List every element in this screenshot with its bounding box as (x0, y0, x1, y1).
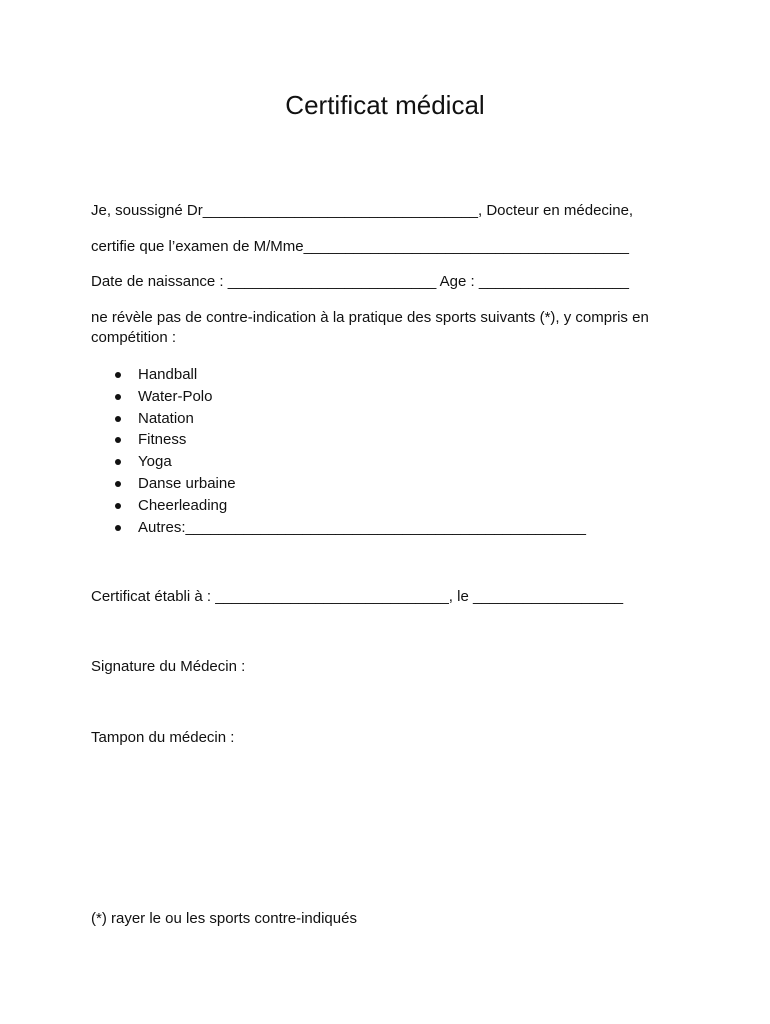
sport-label: Yoga (138, 453, 172, 471)
sport-label: Natation (138, 409, 194, 427)
signature-label: Signature du Médecin : (91, 658, 246, 675)
patient-line: certifie que l’examen de M/Mme_______________________________________ (91, 238, 629, 255)
contraindication-paragraph: ne révèle pas de contre-indication à la pratique des sports suivants (*), y compris en compétition : (91, 309, 649, 346)
document-title: Certificat médical (285, 90, 485, 120)
bullet-icon (115, 394, 121, 400)
bullet-icon (115, 459, 121, 465)
bullet-icon (115, 416, 121, 422)
bullet-icon (115, 525, 121, 531)
list-item (113, 429, 586, 451)
list-item (113, 408, 586, 430)
sports-list (113, 364, 586, 538)
list-item (113, 364, 586, 386)
list-item (113, 473, 586, 495)
footnote: (*) rayer le ou les sports contre-indiqués (91, 910, 357, 927)
list-item (113, 517, 586, 539)
sport-label: Fitness (138, 431, 187, 449)
sport-label: Cheerleading (138, 496, 228, 514)
doctor-line: Je, soussigné Dr_________________________________, Docteur en médecine, (91, 202, 634, 219)
sport-label: Handball (138, 366, 198, 383)
list-item (113, 495, 586, 517)
bullet-icon (115, 372, 121, 378)
list-item (113, 451, 586, 473)
bullet-icon (115, 503, 121, 509)
stamp-label: Tampon du médecin : (91, 729, 235, 746)
sport-label: Danse urbaine (138, 474, 236, 492)
established-line: Certificat établi à : ____________________________, le __________________ (91, 588, 624, 605)
list-item (113, 386, 586, 408)
sport-label: Autres:________________________________________________ (138, 518, 586, 536)
sport-label: Water-Polo (138, 387, 213, 405)
bullet-icon (115, 481, 121, 487)
birth-age-line: Date de naissance : _________________________ Age : __________________ (91, 273, 630, 290)
bullet-icon (115, 437, 121, 443)
